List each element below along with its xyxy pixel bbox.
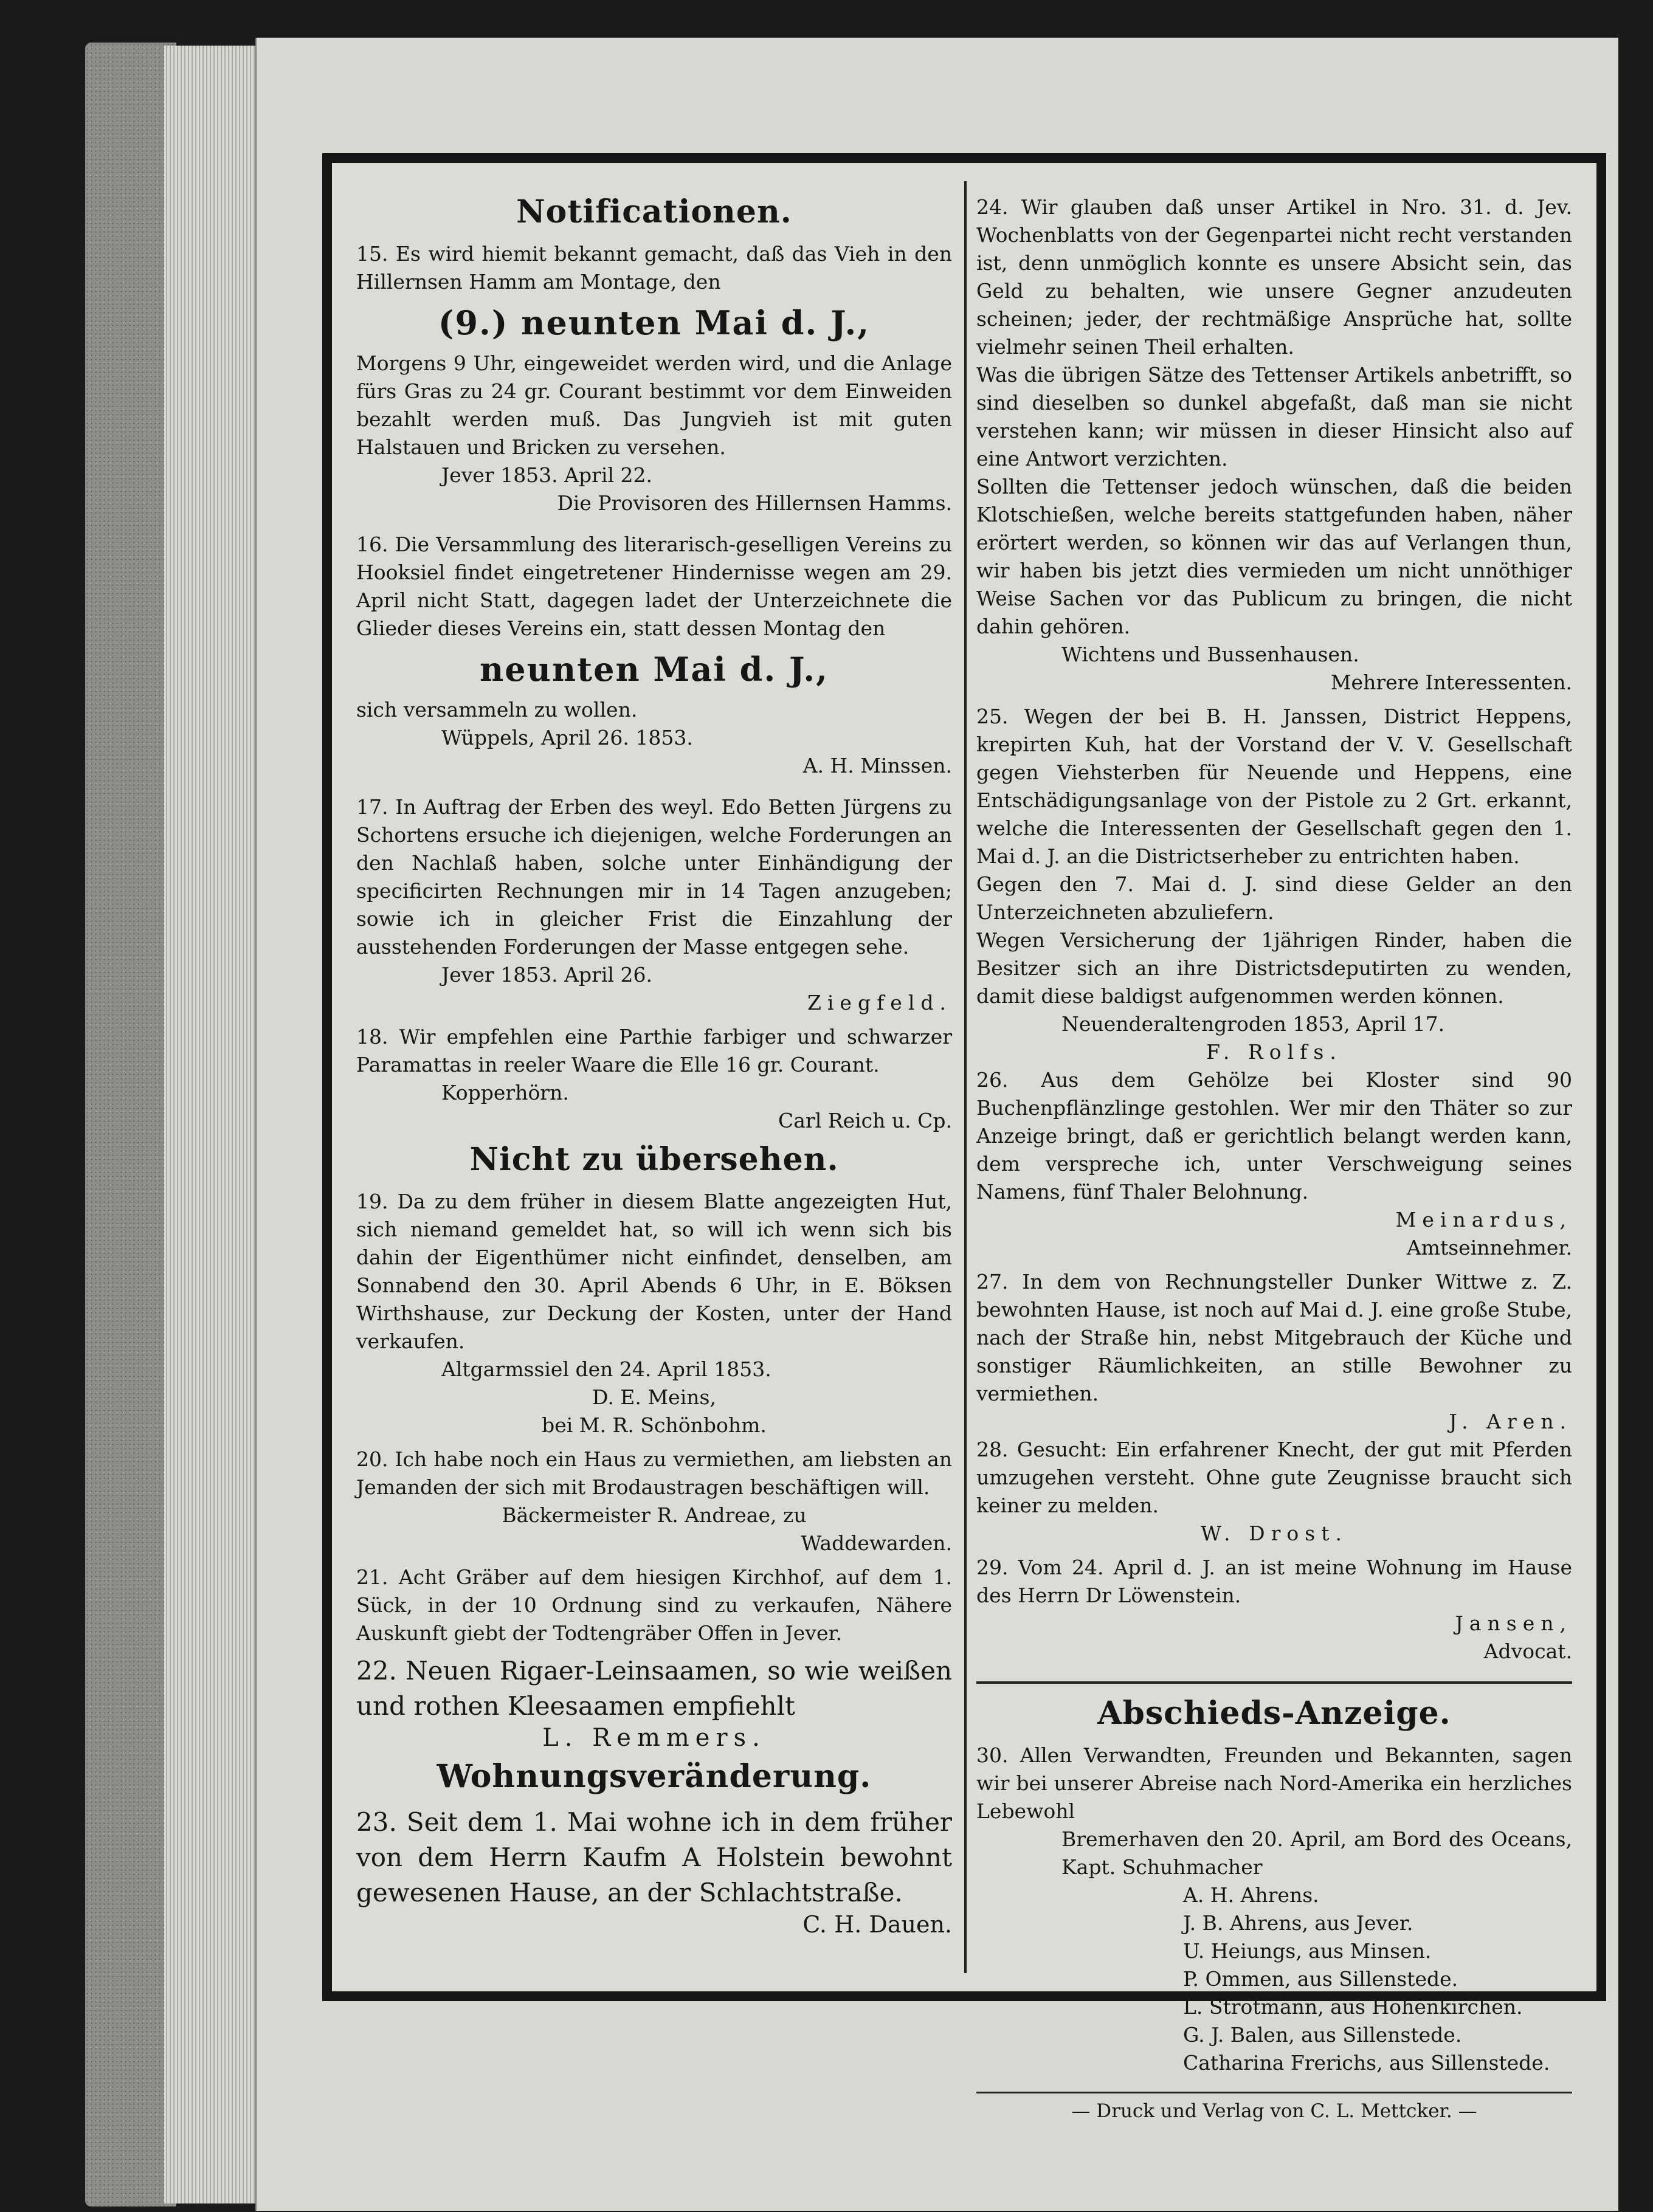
notifications-heading: Notificationen. — [516, 193, 792, 230]
wohnungsveraenderung-heading: Wohnungsveränderung. — [437, 1758, 872, 1795]
nicht-zu-uebersehen-heading: Nicht zu übersehen. — [469, 1141, 839, 1178]
signer-name: U. Heiungs, aus Minsen. — [1183, 1939, 1432, 1963]
notice-26: 26. Aus dem Gehölze bei Kloster sind 90 Buchenpflänzlinge gestohlen. Wer mir den Thäter so zur Anzeige bringt, daß er gerichtlich belangt werden kann, dem verspreche ich, unter Verschweigung seines Namens, fünf Thaler Belohnung. — [976, 1068, 1572, 1204]
notice-16: 16. Die Versammlung des literarisch-geselligen Vereins zu Hooksiel findet eingetretener Hindernisse wegen am 29. April nicht Statt, dagegen ladet der Unterzeichnete die Glieder dieses Vereins ein, statt dessen Montag den — [356, 532, 952, 640]
notice-24-signature: Mehrere Interessenten. — [1330, 670, 1572, 694]
notice-19-signature-2: bei M. R. Schönbohm. — [542, 1413, 767, 1437]
notice-16-body: sich versammeln zu wollen. — [356, 698, 638, 722]
notice-15: 15. Es wird hiemit bekannt gemacht, daß das Vieh in den Hillernsen Hamm am Montage, den — [356, 242, 952, 294]
notice-25-c: Wegen Versicherung der 1jährigen Rinder, haben die Besitzer sich an ihre Districtsdeputirten zu wenden, damit diese baldigst aufgenommen werden können. — [976, 928, 1572, 1008]
right-column — [976, 193, 1572, 2122]
notice-28-signature: W. Drost. — [1201, 1521, 1348, 1545]
notice-19-place: Altgarmssiel den 24. April 1853. — [441, 1357, 771, 1381]
notice-24-place: Wichtens und Bussenhausen. — [1061, 643, 1359, 666]
notice-20: 20. Ich habe noch ein Haus zu vermiethen, am liebsten an Jemanden der sich mit Brodaustragen beschäftigen will. — [356, 1447, 952, 1499]
notice-19-signature: D. E. Meins, — [592, 1385, 716, 1409]
notice-24-c: Sollten die Tettenser jedoch wünschen, daß die beiden Klotschießen, welche bereits stattgefunden haben, näher erörtert werden, so können wir das auf Verlangen thun, wir haben bis jetzt dies vermieden um nicht unnöthiger Weise Sachen vor das Publicum zu bringen, die nicht dahin gehören. — [976, 475, 1572, 638]
notice-22-signature: L. Remmers. — [542, 1724, 766, 1752]
notice-23: 23. Seit dem 1. Mai wohne ich in dem früher von dem Herrn Kaufm A Holstein bewohnt gewesenen Hause, an der Schlachtstraße. — [356, 1807, 952, 1907]
notice-30-place: Bremerhaven den 20. April, am Bord des Oceans, Kapt. Schuhmacher — [1061, 1827, 1572, 1879]
notice-29: 29. Vom 24. April d. J. an ist meine Wohnung im Hause des Herrn Dr Löwenstein. — [976, 1556, 1572, 1607]
notice-29-signature-2: Advocat. — [1483, 1639, 1572, 1663]
section-rule — [976, 1681, 1572, 1684]
book-cover-board — [85, 43, 176, 2207]
notice-25-b: Gegen den 7. Mai d. J. sind diese Gelder an den Unterzeichneten abzuliefern. — [976, 872, 1572, 924]
notice-24: 24. Wir glauben daß unser Artikel in Nro. 31. d. Jev. Wochenblatts von der Gegenpartei nicht recht verstanden ist, denn unmöglich konnte es unsere Absicht sein, das Geld zu behalten, wie unsere Gegner anzudeuten scheinen; jeder, der rechtmäßige Ansprüche hat, sollte vielmehr seinen Theil erhalten. — [976, 195, 1572, 359]
column-divider — [964, 181, 967, 1973]
newspaper-frame — [322, 153, 1606, 2122]
notice-15-place: Jever 1853. April 22. — [441, 463, 652, 487]
notice-17: 17. In Auftrag der Erben des weyl. Edo Betten Jürgens zu Schortens ersuche ich diejenigen, welche Forderungen an den Nachlaß haben, solche unter Einhändigung der specificirten Rechnungen mir in 14 Tagen anzugeben; sowie ich in gleicher Frist die Einzahlung der ausstehenden Forderungen der Masse entgegen sehe. — [356, 795, 952, 959]
signer-name: J. B. Ahrens, aus Jever. — [1183, 1911, 1413, 1935]
notice-27-signature: J. Aren. — [1449, 1410, 1572, 1433]
notice-20-signature: Bäckermeister R. Andreae, zu — [502, 1503, 807, 1527]
signer-name: L. Strotmann, aus Hohenkirchen. — [1183, 1995, 1523, 2019]
signer-name: G. J. Balen, aus Sillenstede. — [1183, 2023, 1462, 2047]
notice-17-signature: Ziegfeld. — [807, 991, 952, 1015]
notice-28: 28. Gesucht: Ein erfahrener Knecht, der gut mit Pferden umzugehen versteht. Ohne gute Zeugnisse braucht sich keiner zu melden. — [976, 1438, 1572, 1517]
signer-name: P. Ommen, aus Sillenstede. — [1183, 1967, 1458, 1991]
signer-name: Catharina Frerichs, aus Sillenstede. — [1183, 2051, 1550, 2075]
notice-23-signature: C. H. Dauen. — [802, 1911, 952, 1938]
notice-25: 25. Wegen der bei B. H. Janssen, District Heppens, krepirten Kuh, hat der Vorstand der V. V. Gesellschaft gegen Viehsterben für Neuende und Heppens, eine Entschädigungsanlage von der Pistole zu 2 Grt. erkannt, welche die Interessenten der Gesellschaft gegen den 1. Mai d. J. an die Districtserheber zu entrichten haben. — [976, 705, 1572, 868]
notice-18-signature: Carl Reich u. Cp. — [778, 1109, 952, 1132]
notice-26-signature-2: Amtseinnehmer. — [1406, 1236, 1572, 1259]
notice-15-body: Morgens 9 Uhr, eingeweidet werden wird, und die Anlage fürs Gras zu 24 gr. Courant bestimmt vor dem Einweiden bezahlt werden muß. Das Jungvieh ist mit guten Halstauen und Bricken zu versehen. — [356, 351, 952, 459]
notice-27: 27. In dem von Rechnungsteller Dunker Wittwe z. Z. bewohnten Hause, ist noch auf Mai d. J. eine große Stube, nach der Straße hin, nebst Mitgebrauch der Küche und sonstiger Räumlichkeiten, an stille Bewohner zu vermiethen. — [976, 1270, 1572, 1405]
emigrant-signers — [976, 1881, 1572, 2077]
notice-25-place: Neuenderaltengroden 1853, April 17. — [1061, 1012, 1445, 1036]
notice-21: 21. Acht Gräber auf dem hiesigen Kirchhof, auf dem 1. Sück, in der 10 Ordnung sind zu verkaufen, Nähere Auskunft giebt der Todtengräber Offen in Jever. — [356, 1565, 952, 1645]
notice-18: 18. Wir empfehlen eine Parthie farbiger und schwarzer Paramattas in reeler Waare die Elle 16 gr. Courant. — [356, 1025, 952, 1077]
notice-25-signature: F. Rolfs. — [1206, 1040, 1342, 1064]
notice-24-b: Was die übrigen Sätze des Tettenser Artikels anbetrifft, so sind dieselben so dunkel abgefaßt, daß man sie nicht verstehen kann; wir müssen in dieser Hinsicht also auf eine Antwort verzichten. — [976, 363, 1572, 470]
notice-16-signature: A. H. Minssen. — [802, 754, 952, 777]
notice-18-place: Kopperhörn. — [441, 1081, 569, 1104]
page-edges — [164, 46, 267, 2203]
signer-name: A. H. Ahrens. — [1183, 1883, 1319, 1907]
notice-15-date: (9.) neunten Mai d. J., — [438, 303, 871, 342]
notice-26-signature: Meinardus, — [1395, 1208, 1572, 1232]
abschieds-anzeige-heading: Abschieds-Anzeige. — [1097, 1695, 1451, 1732]
left-column — [356, 193, 952, 1967]
notice-29-signature: Jansen, — [1455, 1611, 1572, 1635]
printer-imprint: — Druck und Verlag von C. L. Mettcker. — — [976, 2092, 1572, 2125]
notice-16-place: Wüppels, April 26. 1853. — [441, 726, 693, 749]
notice-22: 22. Neuen Rigaer-Leinsaamen, so wie weißen und rothen Kleesaamen empfiehlt — [356, 1656, 952, 1721]
notice-15-signature: Die Provisoren des Hillernsen Hamms. — [557, 491, 952, 515]
notice-20-signature-2: Waddewarden. — [801, 1531, 952, 1555]
notice-30: 30. Allen Verwandten, Freunden und Bekannten, sagen wir bei unserer Abreise nach Nord-Amerika ein herzliches Lebewohl — [976, 1743, 1572, 1823]
notice-16-date: neunten Mai d. J., — [480, 650, 829, 689]
notice-19: 19. Da zu dem früher in diesem Blatte angezeigten Hut, sich niemand gemeldet hat, so will ich wenn sich bis dahin der Eigenthümer nicht einfindet, denselben, am Sonnabend den 30. April Abends 6 Uhr, in E. Böksen Wirthshause, zur Deckung der Kosten, unter der Hand verkaufen. — [356, 1190, 952, 1353]
notice-17-place: Jever 1853. April 26. — [441, 963, 652, 987]
